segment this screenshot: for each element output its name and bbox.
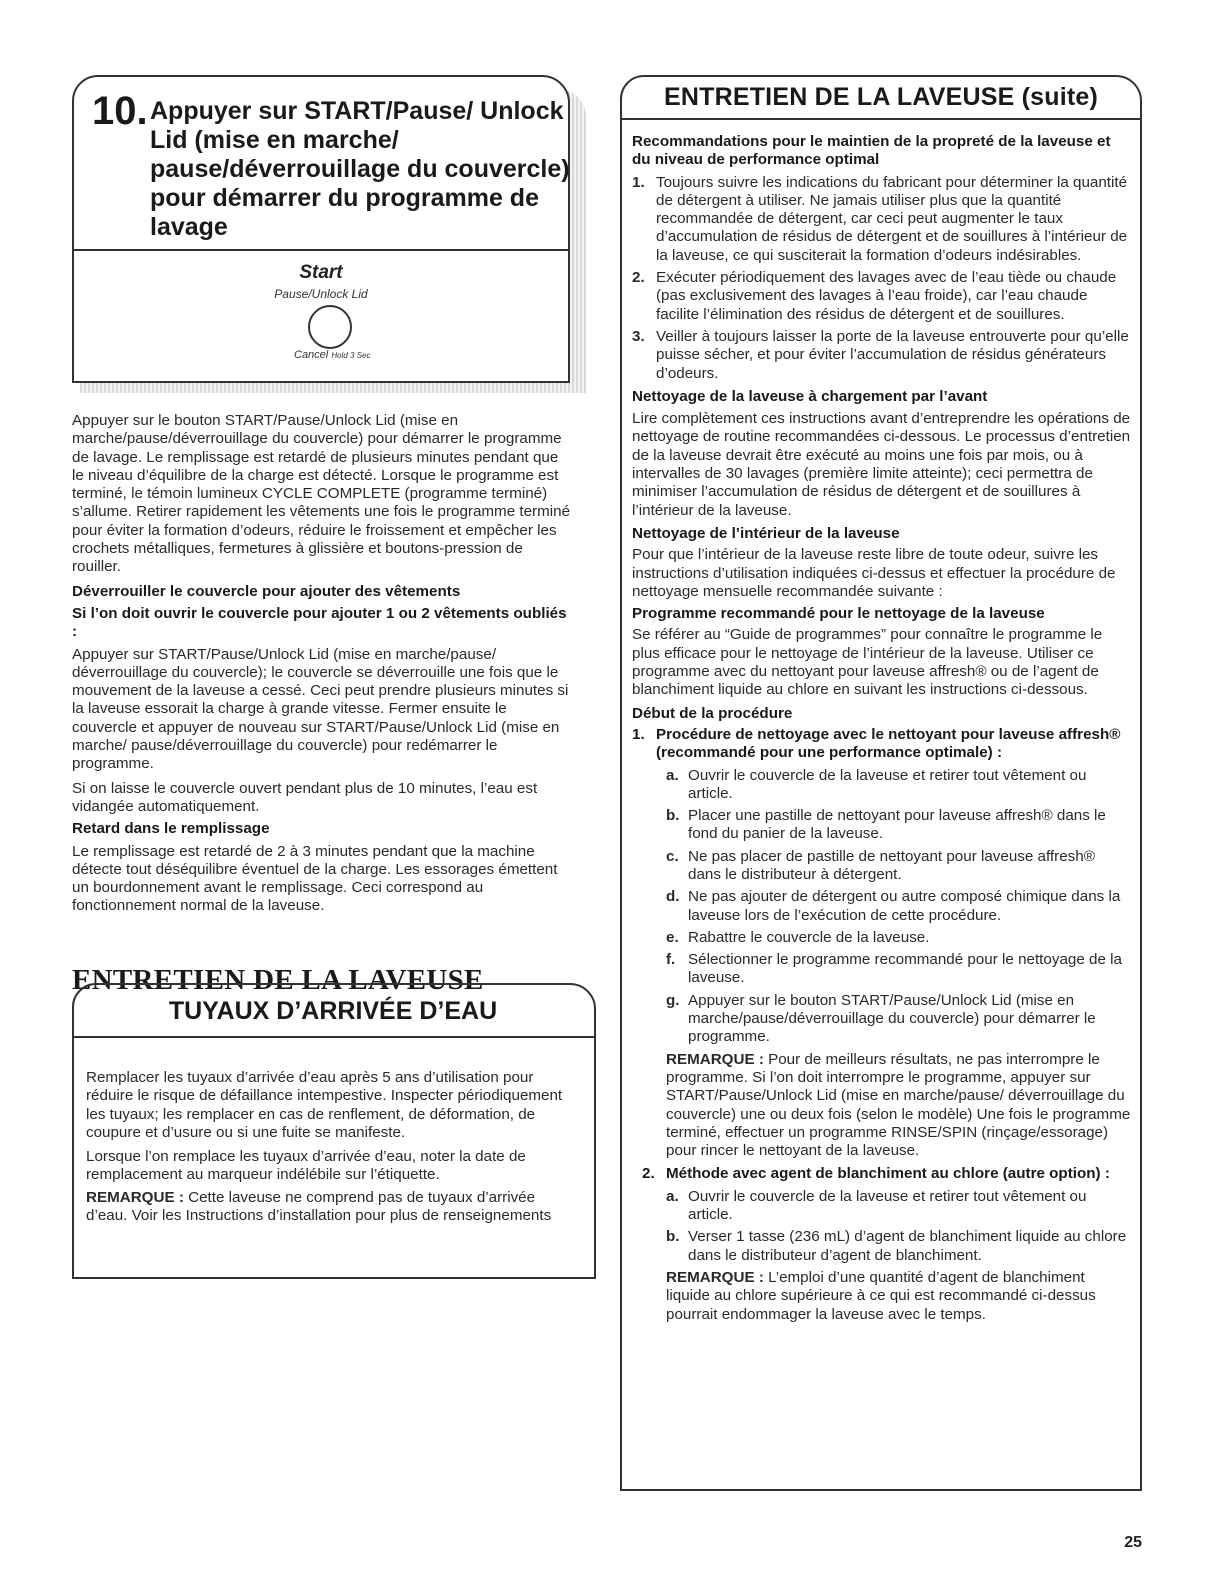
step-text: Placer une pastille de nettoyant pour laveuse affresh® dans le fond du panier de la laveuse. — [688, 807, 1106, 843]
procedure-1-steps — [632, 767, 1132, 1047]
list-item — [632, 951, 1132, 988]
list-number: 1. — [632, 173, 645, 191]
tuyaux-heading: TUYAUX D’ARRIVÉE D’EAU — [168, 997, 498, 1025]
step-text: Rabattre le couvercle de la laveuse. — [688, 928, 930, 946]
left-paragraph-1: Appuyer sur le bouton START/Pause/Unlock Lid (mise en marche/pause/déverrouillage du couvercle) pour démarrer le programme de lavage. Le remplissage est retardé de plusieurs minutes pendant que le niveau d’équilibre de la charge est détecté. Lorsque le programme est terminé, le témoin lumineux CYCLE COMPLETE (programme terminé) s’allume. Retirer rapidement les vêtements une fois le programme terminé pour éviter la formation d’odeurs, réduire le froissement et empêcher les crochets métalliques, fermetures à glissière et boutons-pression de rouiller. — [72, 412, 571, 576]
step-letter: g. — [666, 991, 680, 1009]
step-letter: f. — [666, 951, 676, 969]
right-heading-divider — [620, 118, 1142, 120]
list-item — [632, 174, 1132, 265]
list-item-text: Toujours suivre les indications du fabricant pour déterminer la quantité de détergent à utiliser. Ne jamais utiliser plus que la quantité recommandée de détergent, car ceci peut augmenter le taux d’accumulation de résidus de détergent et de souillures à l’intérieur de la laveuse, ce qui susciterait la formation d’odeurs indésirables. — [656, 173, 1128, 264]
step-10-box — [72, 75, 584, 393]
right-subheading-2: Nettoyage de la laveuse à chargement par l’avant — [632, 387, 988, 405]
procedure-1-note — [632, 1051, 1132, 1161]
list-number: 3. — [632, 327, 645, 345]
step-text: Verser 1 tasse (236 mL) d’agent de blanchiment liquide au chlore dans le distributeur d’agent de blanchiment. — [688, 1228, 1127, 1264]
step-text: Appuyer sur le bouton START/Pause/Unlock Lid (mise en marche/pause/déverrouillage du couvercle) pour démarrer le programme. — [688, 991, 1096, 1046]
recommendations-list — [632, 174, 1132, 383]
right-heading: ENTRETIEN DE LA LAVEUSE (suite) — [663, 83, 1098, 111]
tuyaux-paragraph-2: Lorsque l’on remplace les tuyaux d’arrivée d’eau, noter la date de remplacement au marqueur indélébile sur l’étiquette. — [86, 1148, 526, 1184]
list-item — [632, 1228, 1132, 1265]
right-subheading-4: Programme recommandé pour le nettoyage de la laveuse — [632, 605, 1045, 623]
list-item — [632, 929, 1132, 947]
step-letter: b. — [666, 1228, 680, 1246]
list-item — [632, 888, 1132, 925]
step-text: Ne pas placer de pastille de nettoyant pour laveuse affresh® dans le distributeur à détergent. — [688, 847, 1095, 883]
tuyaux-content — [86, 1069, 576, 1225]
tuyaux-note-label: REMARQUE : — [86, 1188, 184, 1206]
list-item-text: Veiller à toujours laisser la porte de la laveuse entrouverte pour qu’elle puisse sécher, et pour éviter l’accumulation de résidus générateurs d’odeurs. — [656, 327, 1129, 382]
procedure-number: 2. — [642, 1165, 655, 1183]
step-letter: a. — [666, 1187, 679, 1205]
step-text: Ouvrir le couvercle de la laveuse et retirer tout vêtement ou article. — [688, 1187, 1087, 1224]
left-paragraph-2: Appuyer sur START/Pause/Unlock Lid (mise en marche/pause/ déverrouillage du couvercle); le couvercle se déverrouille une fois que le mouvement de la laveuse a cessé. Ceci peut prendre plusieurs minutes si la laveuse essorait la charge à grande vitesse. Fermer ensuite le couvercle et appuyer de nouveau sur START/Pause/Unlock Lid (mise en marche/ pause/déverrouillage du couvercle) pour redémarrer le programme. — [72, 645, 569, 773]
right-paragraph-4: Se référer au “Guide de programmes” pour connaître le programme le plus efficace pour le nettoyage de l’intérieur de la laveuse. Utiliser ce programme avec du nettoyant pour laveuse affresh® ou de l’agent de blanchiment liquide au chlore en suivant les instructions ci-dessous. — [632, 626, 1103, 699]
list-item — [632, 992, 1132, 1047]
cancel-text: Cancel — [294, 349, 329, 361]
left-paragraph-3: Si on laisse le couvercle ouvert pendant plus de 10 minutes, l’eau est vidangée automatiquement. — [72, 779, 538, 815]
list-item-text: Exécuter périodiquement des lavages avec de l’eau tiède ou chaude (pas exclusivement des lavages à l’eau froide), car l’eau chaude facilite l’élimination des résidus de détergent et de souillures. — [656, 269, 1117, 323]
step-title: Appuyer sur START/Pause/ Unlock Lid (mise en marche/ pause/déverrouillage du couvercle) pour démarrer du programme de lavage — [150, 97, 570, 241]
panel-start-label: Start — [299, 262, 343, 283]
tuyaux-paragraph-1: Remplacer les tuyaux d’arrivée d’eau après 5 ans d’utilisation pour réduire le risque de défaillance intempestive. Inspecter périodiquement les tuyaux; les remplacer en cas de renflement, de déformation, de coupure et d’usure ou si une fuite se manifeste. — [86, 1069, 563, 1141]
step-divider — [74, 249, 568, 251]
right-subheading-3: Nettoyage de l’intérieur de la laveuse — [632, 524, 900, 542]
list-item — [632, 1188, 1132, 1225]
step-box-frame — [72, 75, 570, 383]
list-item — [632, 269, 1132, 324]
step-letter: b. — [666, 807, 680, 825]
procedure-1-title — [632, 726, 1132, 763]
tuyaux-box — [72, 983, 594, 1277]
entretien-suite-box — [620, 75, 1142, 1490]
right-paragraph-3: Pour que l’intérieur de la laveuse reste libre de toute odeur, suivre les instructions d’utilisation indiquées ci-dessus et effectuer la procédure de nettoyage mensuelle recommandée suivante : — [632, 546, 1116, 600]
list-item — [632, 328, 1132, 383]
note-text: L’emploi d’une quantité d’agent de blanchiment liquide au chlore supérieure à ce qui est recommandé ci-dessus pourrait endommager la laveuse avec le temps. — [666, 1268, 1096, 1323]
procedure-title-text: Procédure de nettoyage avec le nettoyant pour laveuse affresh® (recommandé pour une performance optimale) : — [656, 725, 1121, 762]
tuyaux-divider — [72, 1036, 596, 1038]
step-letter: d. — [666, 888, 680, 906]
list-item — [632, 767, 1132, 804]
right-paragraph-2: Lire complètement ces instructions avant d’entreprendre les opérations de nettoyage de routine recommandées ci-dessous. Le processus d’entretien de la laveuse devrait être exécuté au moins une fois par mois, ou à intervalles de 30 lavages (première limite atteinte); ceci permettra de minimiser l’accumulation de résidus de détergent et de souillures à l’intérieur de la laveuse. — [632, 410, 1131, 519]
panel-pause-label: Pause/Unlock Lid — [274, 287, 368, 301]
right-content — [632, 133, 1132, 1324]
right-subheading-1: Recommandations pour le maintien de la propreté de la laveuse et du niveau de performance optimal — [632, 133, 1111, 169]
note-label: REMARQUE : — [666, 1268, 764, 1286]
tuyaux-note-text: Cette laveuse ne comprend pas de tuyaux d’arrivée d’eau. Voir les Instructions d’installation pour plus de renseignements — [86, 1188, 552, 1225]
procedure-number: 1. — [632, 725, 645, 743]
page-number: 25 — [1124, 1534, 1142, 1551]
note-label: REMARQUE : — [666, 1050, 764, 1068]
left-paragraph-4: Le remplissage est retardé de 2 à 3 minutes pendant que la machine détecte tout déséquilibre éventuel de la charge. Les essorages émettent un bourdonnement avant le remplissage. Ceci correspond au fonctionnement normal de la laveuse. — [72, 842, 558, 915]
step-text: Ne pas ajouter de détergent ou autre composé chimique dans la laveuse lors de l’exécution de cette procédure. — [688, 888, 1121, 924]
list-number: 2. — [632, 269, 645, 287]
list-item — [632, 807, 1132, 844]
procedure-2-note — [632, 1269, 1132, 1324]
left-subheading-1: Déverrouiller le couvercle pour ajouter des vêtements — [72, 582, 461, 600]
procedure-title-text: Méthode avec agent de blanchiment au chlore (autre option) : — [666, 1165, 1110, 1183]
note-text: Pour de meilleurs résultats, ne pas interrompre le programme. Si l’on doit interrompre le programme, appuyer sur START/Pause/Unlock Lid (mise en marche/pause/ déverrouillage du couvercle) une ou deux fois (selon le modèle) Une fois le programme terminé, effectuer un programme RINSE/SPIN (rinçage/essorage) pour rincer le nettoyant de la laveuse. — [666, 1050, 1131, 1160]
start-button-icon — [308, 305, 352, 349]
left-subheading-3: Retard dans le remplissage — [72, 820, 270, 838]
list-item — [632, 848, 1132, 885]
step-text: Ouvrir le couvercle de la laveuse et retirer tout vêtement ou article. — [688, 766, 1087, 802]
section-heading-entretien: ENTRETIEN DE LA LAVEUSE — [72, 964, 484, 996]
procedure-2-steps — [632, 1188, 1132, 1265]
procedure-2-title — [632, 1165, 1132, 1183]
step-letter: a. — [666, 766, 679, 784]
step-letter: c. — [666, 847, 679, 865]
panel-cancel-label — [294, 349, 370, 361]
tuyaux-note — [86, 1189, 576, 1226]
step-text: Sélectionner le programme recommandé pour le nettoyage de la laveuse. — [688, 951, 1122, 987]
step-letter: e. — [666, 928, 679, 946]
hold-text: Hold 3 Sec — [331, 351, 371, 360]
step-number: 10. — [92, 89, 148, 133]
left-subheading-2: Si l’on doit ouvrir le couvercle pour ajouter 1 ou 2 vêtements oubliés : — [72, 604, 567, 641]
left-column — [72, 412, 572, 916]
right-subheading-5: Début de la procédure — [632, 704, 793, 722]
